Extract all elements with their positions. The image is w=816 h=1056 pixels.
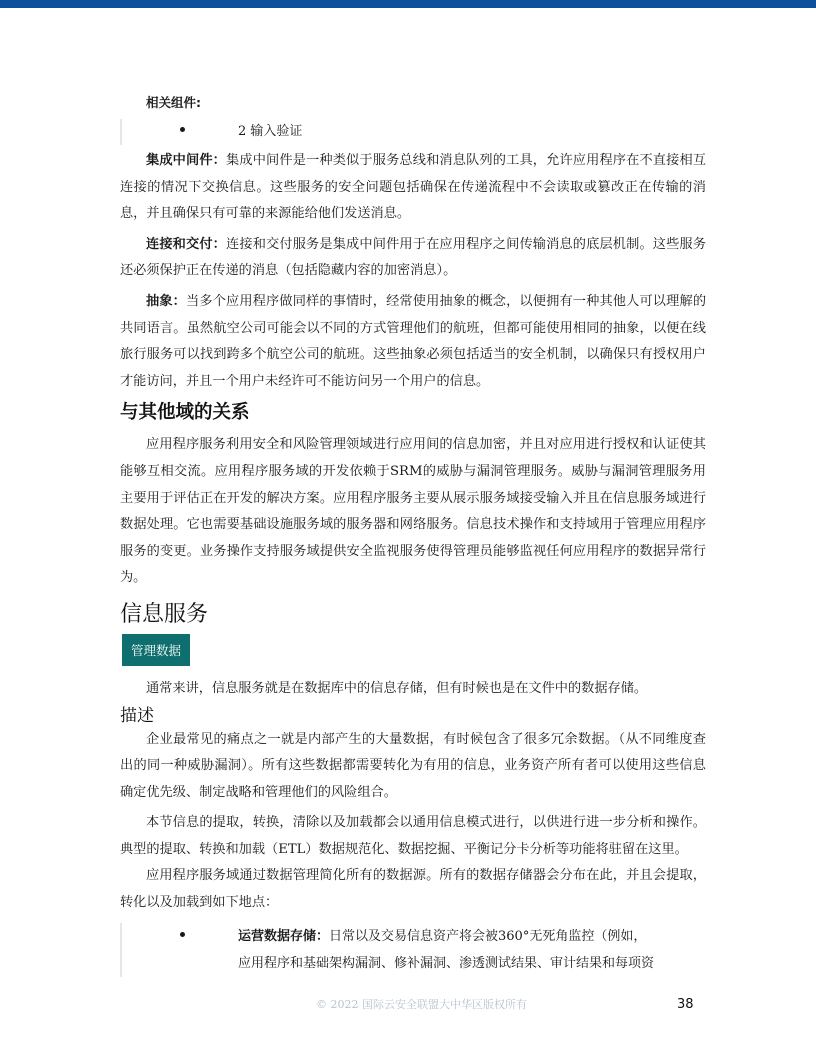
page-number: 38 xyxy=(677,997,694,1012)
bullet-icon xyxy=(122,923,238,950)
description-paragraph: 企业最常见的痛点之一就是内部产生的大量数据，有时候包含了很多冗余数据。（从不同维度查出的同一种威胁漏洞）。所有这些数据都需要转化为有用的信息，业务资产所有者可以使用这些信息确定优先级、制定战略和管理他们的风险组合。 xyxy=(120,731,706,800)
info-services-heading: 信息服务 xyxy=(120,601,209,627)
term-text: 当多个应用程序做同样的事情时，经常使用抽象的概念，以便拥有一种其他人可以理解的共同语言。虽然航空公司可能会以不同的方式管理他们的航班，但都可能使用相同的抽象，以便在线旅行服务可以找到跨多个航空公司的航班。这些抽象必须包括适当的安全机制，以确保只有授权用户才能访问，并且一个用户未经许可不能访问另一个用户的信息。 xyxy=(120,293,707,389)
data-sources-paragraph: 应用程序服务域通过数据管理简化所有的数据源。所有的数据存储器会分布在此，并且会提取，转化以及加载到如下地点： xyxy=(120,868,706,911)
term-text: 连接和交付服务是集成中间件用于在应用程序之间传输消息的底层机制。这些服务还必须保护正在传递的消息（包括隐藏内容的加密消息）。 xyxy=(120,236,707,279)
relations-paragraph: 应用程序服务利用安全和风险管理领域进行应用间的信息加密，并且对应用进行授权和认证使其能够互相交流。应用程序服务域的开发依赖于SRM的威胁与漏洞管理服务。威胁与漏洞管理服务用主要用于评估正在开发的解决方案。应用程序服务主要从展示服务域接受输入并且在信息服务域进行数据处理。它也需要基础设施服务域的服务器和网络服务。信息技术操作和支持域用于管理应用程序服务的变更。业务操作支持服务域提供安全监视服务使得管理员能够监视任何应用程序的数据异常行为。 xyxy=(120,437,706,586)
term-label: 连接和交付： xyxy=(146,236,227,252)
page-content xyxy=(120,92,706,977)
list-item xyxy=(122,923,706,977)
term-paragraph-middleware xyxy=(120,148,706,228)
list-item: 2 输入验证 xyxy=(122,119,706,145)
bullet-text: 日常以及交易信息资产将会被360°无死角监控（例如， xyxy=(329,928,647,944)
relations-heading: 与其他域的关系 xyxy=(120,402,250,424)
manage-data-tag: 管理数据 xyxy=(122,634,190,666)
term-paragraph-delivery xyxy=(120,232,706,285)
top-accent-bar xyxy=(0,0,816,8)
bullet-icon xyxy=(122,119,238,145)
data-store-list xyxy=(120,923,706,977)
term-label: 抽象： xyxy=(146,293,187,309)
related-components-list xyxy=(120,119,706,145)
related-components-label: 相关组件: xyxy=(146,95,201,110)
description-heading: 描述 xyxy=(120,705,154,726)
bullet-term: 运营数据存储： xyxy=(238,928,330,944)
bullet-text-continued: 应用程序和基础架构漏洞、修补漏洞、渗透测试结果、审计结果和每项资 xyxy=(238,955,655,971)
term-paragraph-abstraction xyxy=(120,289,706,395)
footer-copyright: © 2022 国际云安全联盟大中华区版权所有 xyxy=(316,998,527,1011)
term-text: 集成中间件是一种类似于服务总线和消息队列的工具，允许应用程序在不直接相互连接的情况下交换信息。这些服务的安全问题包括确保在传递流程中不会读取或篡改正在传输的消息，并且确保只有可靠的来源能给他们发送消息。 xyxy=(120,153,707,222)
etl-paragraph: 本节信息的提取，转换，清除以及加载都会以通用信息模式进行，以供进行进一步分析和操作。典型的提取、转换和加载（ETL）数据规范化、数据挖掘、平衡记分卡分析等功能将驻留在这里。 xyxy=(120,815,706,857)
term-label: 集成中间件： xyxy=(146,153,227,168)
info-intro: 通常来讲，信息服务就是在数据库中的信息存储，但有时候也是在文件中的数据存储。 xyxy=(146,680,648,696)
